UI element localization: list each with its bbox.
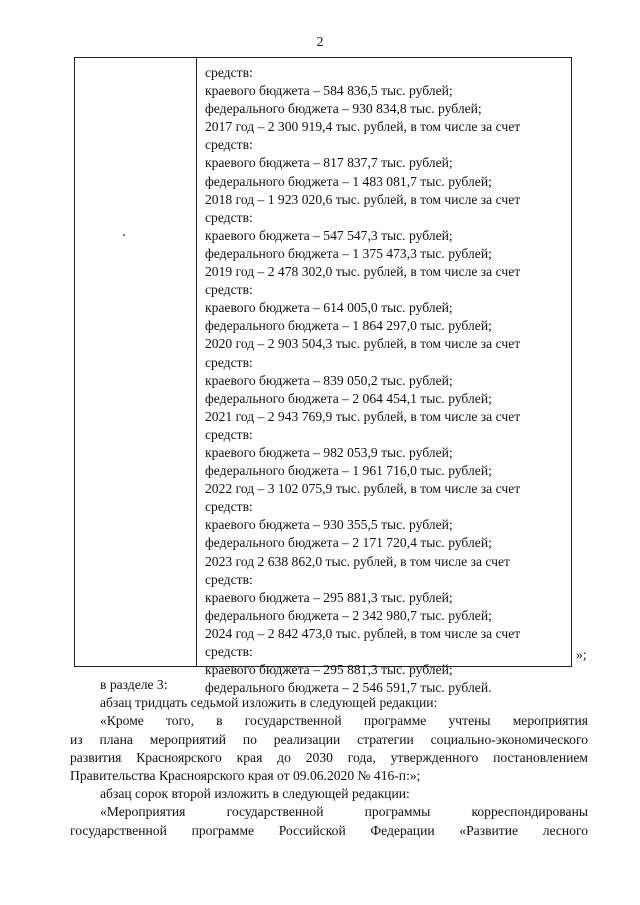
table-line: федерального бюджета – 1 864 297,0 тыс. рублей;	[205, 318, 492, 334]
table-line: краевого бюджета – 614 005,0 тыс. рублей;	[205, 300, 453, 316]
paragraph-37-intro: абзац тридцать седьмой изложить в следующей редакции:	[100, 695, 438, 711]
table-line: средств:	[205, 137, 253, 153]
table-line: федерального бюджета – 1 483 081,7 тыс. рублей;	[205, 173, 492, 189]
table-line: 2018 год – 1 923 020,6 тыс. рублей, в том числе за счет	[205, 191, 521, 207]
table-line: средств:	[205, 282, 253, 298]
paragraph-37-line: «Кроме того, в государственной программе учтены мероприятия	[100, 713, 588, 729]
document-body	[70, 676, 588, 840]
section-intro: в разделе 3:	[100, 677, 168, 692]
table-line: федерального бюджета – 2 171 720,4 тыс. рублей;	[205, 535, 492, 551]
table-line: средств:	[205, 209, 253, 225]
table-line: 2024 год – 2 842 473,0 тыс. рублей, в том числе за счет	[205, 625, 521, 641]
table-line: краевого бюджета – 584 836,5 тыс. рублей;	[205, 83, 453, 99]
page-number: 2	[316, 35, 324, 50]
table-line: 2021 год – 2 943 769,9 тыс. рублей, в том числе за счет	[205, 408, 521, 424]
table-line: федерального бюджета – 2 064 454,1 тыс. рублей;	[205, 390, 492, 406]
paragraph-37-line: Правительства Красноярского края от 09.06.2020 № 416-п:»;	[70, 768, 421, 784]
paragraph-42-intro: абзац сорок второй изложить в следующей редакции:	[100, 786, 410, 802]
table-line: средств:	[205, 426, 253, 442]
table-line: средств:	[205, 499, 253, 515]
table-line: средств:	[205, 571, 253, 587]
paragraph-42-line: «Мероприятия государственной программы корреспондированы	[100, 804, 588, 820]
table-column-divider	[196, 58, 197, 666]
table-line: средств:	[205, 644, 253, 659]
table-line: средств:	[205, 354, 253, 370]
table-line: средств:	[205, 65, 253, 80]
table-line: краевого бюджета – 295 881,3 тыс. рублей;	[205, 589, 453, 605]
table-line: 2017 год – 2 300 919,4 тыс. рублей, в том числе за счет	[205, 119, 521, 135]
table-line: краевого бюджета – 982 053,9 тыс. рублей;	[205, 444, 453, 460]
table-line: 2020 год – 2 903 504,3 тыс. рублей, в том числе за счет	[205, 336, 521, 352]
table-line: краевого бюджета – 817 837,7 тыс. рублей;	[205, 155, 453, 171]
table-line: 2019 год – 2 478 302,0 тыс. рублей, в том числе за счет	[205, 264, 521, 280]
closing-quote: »;	[576, 647, 587, 662]
table-line: краевого бюджета – 930 355,5 тыс. рублей;	[205, 517, 453, 533]
table-line: 2022 год – 3 102 075,9 тыс. рублей, в том числе за счет	[205, 481, 521, 497]
table-line: федерального бюджета – 2 546 591,7 тыс. рублей.	[205, 680, 492, 696]
table-line: федерального бюджета – 930 834,8 тыс. рублей;	[205, 101, 482, 117]
funding-table-text	[205, 64, 565, 697]
table-line: 2023 год 2 638 862,0 тыс. рублей, в том числе за счет	[205, 553, 510, 569]
paragraph-37-line: из плана мероприятий по реализации стратегии социально-экономического	[70, 731, 588, 747]
table-line: федерального бюджета – 1 961 716,0 тыс. рублей;	[205, 463, 492, 479]
table-line: краевого бюджета – 839 050,2 тыс. рублей;	[205, 372, 453, 388]
scan-speck	[123, 234, 125, 236]
table-line: федерального бюджета – 2 342 980,7 тыс. рублей;	[205, 607, 492, 623]
paragraph-37-line: развития Красноярского края до 2030 года, утвержденного постановлением	[70, 749, 588, 765]
table-line: краевого бюджета – 547 547,3 тыс. рублей;	[205, 227, 453, 243]
paragraph-42-line: государственной программе Российской Федерации «Развитие лесного	[70, 822, 588, 838]
table-line: краевого бюджета – 295 881,3 тыс. рублей;	[205, 662, 453, 678]
table-line: федерального бюджета – 1 375 473,3 тыс. рублей;	[205, 245, 492, 261]
